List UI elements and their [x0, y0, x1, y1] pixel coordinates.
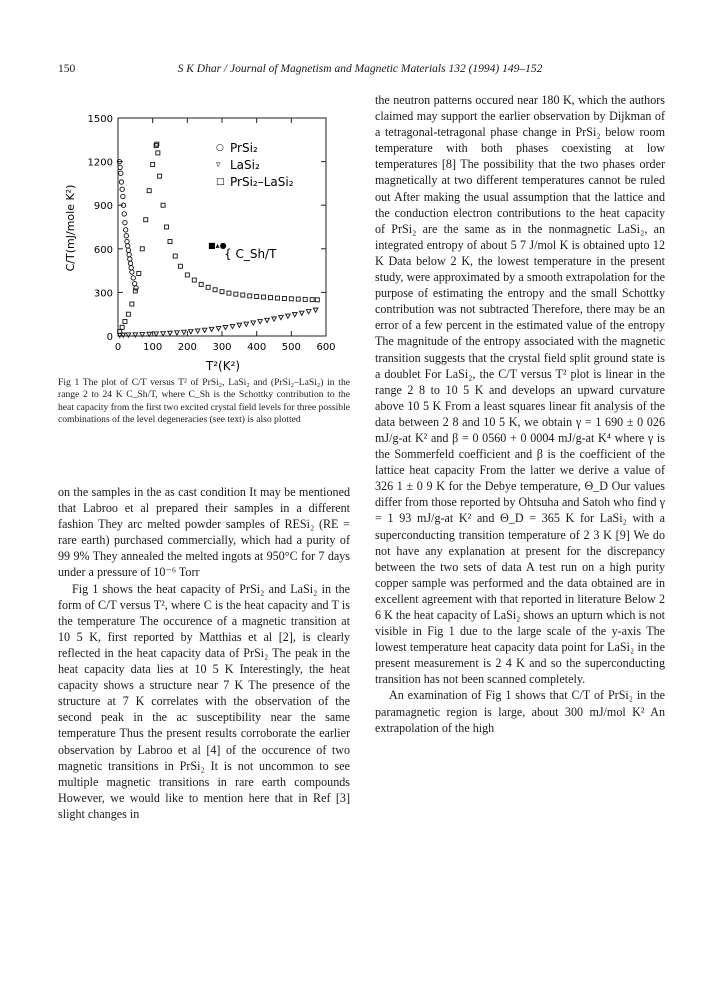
data-point-circle: [121, 194, 125, 198]
data-point-square: [140, 247, 144, 251]
data-point-circle: [130, 270, 134, 274]
data-point-triangle: [244, 322, 249, 326]
data-point-triangle: [237, 323, 242, 327]
data-point-square: [168, 240, 172, 244]
data-point-square: [310, 298, 314, 302]
data-point-square: [296, 297, 300, 301]
data-point-triangle: [216, 326, 221, 330]
data-point-square: [178, 264, 182, 268]
data-point-triangle: [286, 314, 291, 318]
data-point-circle: [126, 244, 130, 248]
y-tick-label: 1200: [87, 157, 113, 169]
data-point-circle: [126, 248, 130, 252]
legend-marker-triangle-icon: ▿: [216, 160, 221, 170]
x-tick-label: 300: [212, 342, 232, 353]
data-point-triangle: [223, 325, 228, 329]
page-number: 150: [58, 63, 76, 75]
data-point-triangle: [251, 321, 256, 325]
data-point-square: [156, 151, 160, 155]
data-point-square: [248, 294, 252, 298]
data-point-square: [120, 325, 124, 329]
data-point-circle: [120, 187, 124, 191]
data-point-triangle: [161, 332, 166, 336]
x-tick-label: 100: [143, 342, 163, 353]
data-point-circle: [124, 234, 128, 238]
paragraph: An examination of Fig 1 shows that C/T of PrSi₂ in the paramagnetic region is large, about 300 mJ/mol K² An extrapolation of the high: [375, 688, 665, 735]
data-point-square: [199, 282, 203, 286]
legend-label-prsi2-lasi2: PrSi₂–LaSi₂: [230, 175, 294, 189]
x-tick-label: 600: [316, 342, 336, 353]
data-point-circle: [131, 276, 135, 280]
data-point-square: [144, 218, 148, 222]
data-point-square: [147, 189, 151, 193]
data-point-triangle: [265, 318, 270, 322]
x-axis-label: T²(K²): [205, 359, 241, 373]
data-point-square: [269, 296, 273, 300]
data-point-triangle: [279, 316, 284, 320]
data-point-triangle: [306, 310, 311, 314]
data-point-square: [255, 294, 259, 298]
data-point-circle: [132, 281, 136, 285]
figure-caption: Fig 1 The plot of C/T versus T² of PrSi₂, LaSi₂ and (PrSi₂–LaSi₂) in the range 2 to 24 K C_Sh/T, where C_Sh is the Schottky contribution to the heat capacity from the first two excited crystal field levels for three possible combinations of the level degeneracies (see text) is also plotted: [58, 377, 350, 425]
y-tick-label: 600: [93, 244, 113, 256]
y-tick-label: 1500: [87, 114, 113, 125]
legend-marker-square-icon: □: [216, 177, 225, 187]
data-point-square: [220, 290, 224, 294]
x-tick-label: 500: [281, 342, 301, 353]
data-point-triangle: [313, 308, 318, 312]
data-point-square: [282, 297, 286, 301]
data-point-triangle: [182, 330, 187, 334]
data-point-triangle: [126, 333, 131, 337]
data-point-circle: [127, 252, 131, 256]
y-tick-label: 0: [106, 332, 113, 343]
data-point-circle: [125, 239, 129, 243]
data-point-circle: [122, 212, 126, 216]
data-point-triangle: [230, 324, 235, 328]
data-point-triangle: [293, 313, 298, 317]
data-point-square: [185, 273, 189, 277]
data-point-square: [158, 174, 162, 178]
x-tick-label: 0: [114, 342, 122, 353]
data-point-square: [262, 295, 266, 299]
y-tick-label: 900: [93, 201, 113, 213]
x-tick-label: 400: [247, 342, 267, 353]
left-column: [58, 484, 350, 822]
data-point-square: [315, 298, 319, 302]
data-point-circle: [118, 165, 122, 169]
data-point-square: [137, 272, 141, 276]
paragraph: Fig 1 shows the heat capacity of PrSi₂ and LaSi₂ in the form of C/T versus T², where C is the heat capacity and T is the temperature The occurence of a magnetic transition at 10 5 K, first reported by Matthias et al [2], is clearly reflected in the heat capacity data of PrSi₂ The peak in the heat capacity data lies at 10 5 K Interestingly, the heat capacity shows a structure near 7 K The presence of the structure at 7 K correlates with the observation of the second peak in the ac susceptibility near the same temperature Thus the present results corroborate the earlier observation by Labroo et al [4] of the occurence of two magnetic transitions in PrSi₂ It is not uncommon to see multiple magnetic transitions in rare earth compounds However, we would like to mention here that in Ref [3] slight changes in: [58, 581, 350, 821]
data-point-circle: [129, 265, 133, 269]
data-point-circle: [119, 171, 123, 175]
data-point-square: [123, 319, 127, 323]
data-point-square: [234, 292, 238, 296]
legend-marker-circle-icon: ○: [216, 143, 224, 153]
data-point-triangle: [299, 311, 304, 315]
data-point-square: [173, 254, 177, 258]
data-point-square: [275, 296, 279, 300]
data-point-square: [227, 291, 231, 295]
figure-1: [58, 108, 348, 378]
data-point-circle: [119, 180, 123, 184]
data-point-triangle: [209, 327, 214, 331]
data-point-square: [151, 163, 155, 167]
data-point-square: [192, 278, 196, 282]
data-point-triangle: [272, 317, 277, 321]
legend-label-prsi2: PrSi₂: [230, 141, 258, 155]
schottky-markers: ■▴●: [208, 241, 227, 250]
data-point-square: [161, 203, 165, 207]
data-point-square: [289, 297, 293, 301]
data-point-triangle: [258, 320, 263, 324]
data-point-circle: [123, 220, 127, 224]
data-point-square: [241, 293, 245, 297]
legend-label-lasi2: LaSi₂: [230, 158, 260, 172]
data-point-square: [213, 288, 217, 292]
paragraph: on the samples in the as cast condition It may be mentioned that Labroo et al prepared their samples in a different fashion They arc melted powder samples of RESi₂ (RE = rare earth) purchased commercially, which had a purity of 99 9% They annealed the melted ingots at 950°C for 7 days under a pressure of 10⁻⁶ Torr: [58, 485, 350, 580]
data-point-square: [303, 297, 307, 301]
y-axis-label: C/T(mJ/mole K²): [64, 184, 77, 272]
data-point-square: [130, 302, 134, 306]
page-header: [0, 63, 720, 79]
schottky-label: { C_Sh/T: [224, 247, 277, 261]
data-point-square: [165, 225, 169, 229]
data-point-circle: [128, 257, 132, 261]
data-point-triangle: [168, 331, 173, 335]
legend: [208, 141, 294, 261]
data-point-circle: [128, 261, 132, 265]
x-tick-label: 200: [177, 342, 197, 353]
running-title: S K Dhar / Journal of Magnetism and Magnetic Materials 132 (1994) 149–152: [177, 63, 543, 75]
data-point-triangle: [202, 328, 207, 332]
y-tick-label: 300: [93, 288, 113, 300]
data-point-triangle: [175, 331, 180, 335]
right-column: [375, 92, 665, 736]
data-point-triangle: [195, 329, 200, 333]
paragraph: the neutron patterns occured near 180 K, which the authors claimed may support the earlier observation by Dijkman of a tetragonal-tetragonal phase change in PrSi₂ below room temperature with both phases coexisting at low temperatures [8] The possibility that the two phases order magnetically at two different temperatures cannot be ruled out After making the usual assumption that the lattice and the conduction electron contributions to the heat capacity of PrSi₂ are the same as in the nonmagnetic LaSi₂, an integrated entropy of about 5 7 J/mol K is obtained upto 12 K Data below 2 K, the lowest temperature in the present study, were approximated by a smooth extrapolation for the purpose of estimating the entropy and the small Schottky contribution was not subtracted Therefore, there may be an error of a few percent in the estimated value of the entropy The magnitude of the entropy associated with the magnetic transition suggests that the crystal field split ground state is a doublet For LaSi₂, the C/T versus T² plot is linear in the range 2 8 to 10 5 K and develops an upward curvature above 10 5 K From a least squares linear fit analysis of the data between 2 8 and 10 5 K, we obtain γ = 1 690 ± 0 026 mJ/g-at K² and β = 0 0560 + 0 0004 mJ/g-at K⁴ where γ is the Sommerfeld coefficient and β is the coefficient of the lattice heat capacity From the latter we derive a value of 326 1 ± 0 9 K for the Debye temperature, Θ_D Our values differ from those reported by Ohtsuha and Satoh who find γ = 1 93 mJ/g-at K² and Θ_D = 365 K for LaSi₂ with a superconducting transition temperature of 2 3 K [9] We do not have any explanation at present for the discrepancy between the two sets of data A test run on a high purity copper sample was performed and the data obtained are in excellent agreement with that reported in literature Below 2 6 K the heat capacity of LaSi₂ shows an upturn which is not visible in Fig 1 due to the large scale of the y-axis The lowest temperature heat capacity data point for LaSi₂ in the present measurement is 2 4 K and so the superconducting transition has not been scanned completely.: [375, 93, 665, 687]
data-point-triangle: [189, 330, 194, 334]
data-point-square: [126, 312, 130, 316]
data-point-circle: [123, 228, 127, 232]
data-point-square: [206, 285, 210, 289]
heat-capacity-chart: [58, 108, 348, 378]
